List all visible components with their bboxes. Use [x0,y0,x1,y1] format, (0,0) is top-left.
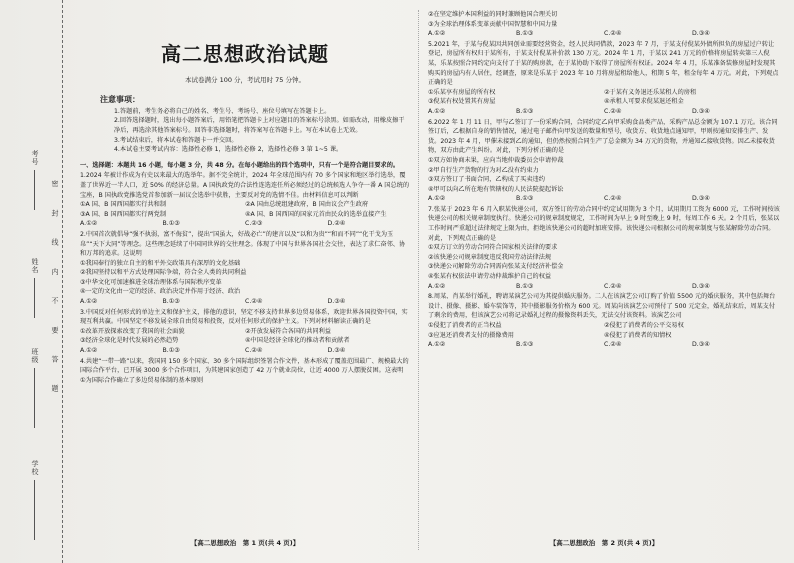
option-d: D.③④ [692,341,710,349]
question-item: ②侵犯了消费者的公平交易权 [604,322,684,329]
question-item: ④承租人可要求倪某退还租金 [604,98,684,106]
option-b: B.①③ [516,341,534,349]
question-item: ④张某有权依法申请劳动仲裁维护自己的权益 [428,273,552,281]
question-item: ③为全球治理体系变革贡献中国智慧和中国力量 [428,20,558,28]
option-d: D.③④ [327,347,346,355]
notice-list [80,107,410,155]
option-a: A.①② [428,30,446,38]
section-heading: 一、选择题：本题共 16 小题，每小题 3 分，共 48 分。在每小题给出的四个选项中，只有一个是符合题目要求的。 [80,161,400,169]
question-item: ①乐某享有房屋的所有权 [428,88,496,96]
question-item: ④侵犯了消费者的知情权 [604,331,672,339]
question-item: ④中国是经济全球化的推动者和贡献者 [245,337,350,345]
question-item: ①双方订立的劳动合同符合国家相关法律的要求 [428,244,558,252]
question-stem: 5.2021 年，于某与倪某因共同创业需要经营资金，经人民共同借款，2023 年 7 月，于某支付倪某外债所担负的房屋过户转让登记，房屋所有权归于某所有，于某支付倪某补价款 130 万元。2024 年 1 月，于某以 241 万元的价格将房屋转卖第三人倪某，乐某按照合同约定向支付了于某的购房款，在于某协助下取得了房屋所有权证。2024 年 4 月，乐某准备装修房屋时发现其购买的房屋内有人居住，经调查，原来是乐某于 2023 年 10 月将房屋租给他人，租期 5 年，租金每年 4 万元。对此，下列观点正确的是 [428,40,779,87]
question-item: ③应退还消费者支付的摄像费用 [428,331,514,339]
option-c: C.②④ [604,341,622,349]
option-c: C.②④ [604,195,622,203]
seal-text: 密 封 线 内 不 要 答 题 [51,180,59,402]
option-b: B.①③ [516,195,534,203]
question-4 [80,357,410,386]
question-item: ③快递公司解除劳动合同需向张某支付经济补偿金 [428,263,564,271]
question-stem: 7.张某于 2023 年 6 月入职某快递公司，双方签订的劳动合同中约定试用期为 3 个月，试用期月工资为 6000 元，工作时间按该快递公司的相关规章制度执行。快递公司的规章制度规定，工作时间为早上 9 时至晚上 9 时，每周工作 6 天。2 个月后，张某以工作时间严重超过法律规定上限为由，拒绝该快递公司的超时加班安排。该快递公司根据公司的规章制度与张某解除劳动合同。对此，下列观点正确的是 [428,205,780,242]
question-item: ①我国奉行的独立自主的和平外交政策具有深厚的文化基础 [80,259,241,267]
question-item: ③A 国、B 国西国都实行两党制 [80,210,167,218]
question-6 [428,118,780,204]
binding-strip [0,0,63,563]
question-item: ④A 国、B 国西国的国家元首由民众的选举直接产生 [245,210,387,218]
option-b: B.①③ [162,220,180,228]
option-a: A.①② [428,341,446,349]
question-item: ②于某有义务退还乐某租人的房租 [604,88,697,96]
question-8 [428,292,780,350]
option-b: B.①③ [162,298,180,306]
question-stem: 2.中国首次就倡导“强不执弱，富不侮贫”，提出“国虽大，好战必亡”的建言以及“以和为贵”“和而不同”“化干戈为玉帛”“天下大同”等理念。这些理念延续了中国同世界的交往理念。体现了中国与世界各国社会交往，表达了求仁奋邻、协和万邦的追求。这说明 [80,230,406,258]
right-column [428,0,780,563]
option-b: B.①③ [162,347,180,355]
page-title: 高二思想政治试题 [161,42,329,66]
notice-item: 4.本试卷主要考试内容：选择性必修 1，选择性必修 2，选择性必修 3 第 1~5 课。 [114,146,343,154]
question-stem: 4.共建“一带一路”以来，我国同 150 多个国家、30 多个国际组织签署合作文件，基本形成了覆盖范围最广、规模最大的国际合作平台，已开展 3000 多个合作项目，为其建国家创造了 42 万个就业岗位，让近 4000 万人摆脱贫困。这表明 [80,357,409,375]
name-label: 姓名 [31,258,39,274]
page-footer-2: 【高二思想政治 第 2 页(共 4 页)】 [549,539,659,548]
option-b: B.①③ [516,282,534,290]
question-2 [80,230,410,307]
question-stem: 3.中国反对任何形式的单边主义和保护主义，排他的意识，坚定不移支持世界多边贸易体系，欢迎世界各国投资中国，实现互利共赢。中国坚定不移发展全球自由贸易和投资，反对任何形式的保护主义。下列对材料解读正确的是 [80,308,408,326]
school-label: 学校 [31,460,39,476]
question-stem: 8.周某、肖某举行婚礼，聘请某演艺公司为其提供婚庆服务。二人在该演艺公司订购了价值 5500 元的婚庆服务，其中包括舞台设计、摄像、摄影、婚车装饰等，其中摄影服务价格为 600 元。周某向该演艺公司预付了 500 元定金，婚礼结束后，周某支付了剩余的费用，但该演艺公司将记录婚礼过程的摄像资料丢失，无法交付该资料。该演艺公司 [428,293,776,320]
class-label: 班级 [31,348,39,364]
option-a: A.①② [80,298,98,306]
option-d: D.②④ [327,220,346,228]
question-item: ①为国际合作确立了多边贸易体制的基本原则 [80,376,204,384]
question-item: ②我国坚持以和平方式处理国际争端，符合全人类的共同利益 [80,269,247,277]
question-item: ②A 国由总统组建政府，B 国由议会产生政府 [245,201,369,209]
option-a: A.①② [80,347,98,355]
question-item: ②该快递公司规章制度违反我国劳动法律法规 [428,253,552,261]
question-item: ②在坚定维护本国利益的同时兼顾他国合理关切 [428,11,558,18]
exam-no-line [34,170,35,210]
question-item: ①侵犯了消费者的正当权益 [428,322,502,329]
option-d: D.③④ [692,195,710,203]
notice-item: 3.考试结束后，将本试卷和答题卡一并交回。 [114,136,238,144]
class-line [34,368,35,428]
question-item: ③中华文化可加速推进全球治理体系与国际秩序变革 [80,278,222,286]
option-a: A.①② [428,195,446,203]
question-stem: 1.2024 年被计作成为有史以来最大的选举年。据不完全统计，2024 年全球范围内有 70 多个国家和地区举行选举，覆盖了世界近一半人口，近 50% 的经济总量。A 国执政党的合法性连选连任所必须经过的总统候选人争夺一番 A 国总统的宝座，B 国执政党推选党首参加新一届议会选举中获胜，主要反对党的选情不佳。由材料信息可以判断 [80,172,410,199]
question-3 [80,308,410,356]
question-item: ②甲自行生产货物的行为对乙没有约束力 [428,166,539,174]
option-c: C.②④ [604,282,622,290]
question-5 [428,40,780,117]
column-divider [418,10,419,550]
option-c: C.②③ [245,220,263,228]
option-b: B.①③ [516,30,534,38]
option-c: C.②④ [245,298,263,306]
notice-item: 2.回答选择题时，选出每小题答案后，用铅笔把答题卡上对应题目的答案标号涂黑。如需改动，用橡皮擦干净后，再选涂其他答案标号。回答非选择题时，将答案写在答题卡上。写在本试卷上无效。 [114,117,405,134]
question-item: ③双方签订了书面合同，乙构成了买卖违约 [428,176,545,184]
option-a: A.①② [428,107,446,115]
question-item: ③倪某有权处置其有房屋 [428,98,496,106]
option-a: A.①② [428,282,446,290]
option-c: C.②④ [604,107,622,115]
option-d: D.③④ [692,30,710,38]
option-b: B.①③ [516,107,534,115]
question-4-continued [428,10,780,39]
notice-heading: 注意事项： [100,95,140,105]
left-column [80,0,410,563]
question-7 [428,205,780,291]
page-footer-1: 【高二思想政治 第 1 页(共 4 页)】 [190,539,300,548]
question-1 [80,171,410,229]
school-line [34,480,35,540]
option-c: C.②④ [245,347,263,355]
exam-no-label: 考号 [31,150,39,166]
notice-item: 1.答题前，考生务必将自己的姓名、考生号、考场号、座位号填写在答题卡上。 [114,107,331,115]
exam-info: 本试卷满分 100 分，考试用时 75 分钟。 [185,75,305,84]
option-d: D.③④ [692,282,710,290]
option-a: A.①② [80,220,98,228]
question-item: ③经济全球化是时代发展的必然趋势 [80,337,179,345]
question-item: ②开放发展符合各国的共同利益 [245,327,331,335]
question-stem: 6.2022 年 1 月 11 日，甲与乙签订了一份采购合同，合同约定乙向甲采购食品类产品，采购产品总金额为 107.1 万元。该合同签订后，乙根据自身的销售情况，通过电子邮件向甲发送的数量和型号，收货方、收货地点通知甲，甲则按通知安排生产、发货。2023 年 4 月，甲催未接到乙的通知，但仍然按照合同生产了总金额为 34 万元的货物，并通知乙接收货物。因乙未接收货物，双方由此产生纠纷。对此，下列分析正确的是 [428,118,778,155]
question-item: ④甲可以向乙所在地有管辖权的人民法院提起诉讼 [428,185,564,193]
option-d: D.③④ [692,107,710,115]
question-item: ①双方如协商未果，应向当地仲裁委员会申请仲裁 [428,156,564,164]
option-d: D.③④ [327,298,346,306]
option-c: C.②④ [604,30,622,38]
name-line [34,278,35,318]
question-item: ①改革开放探索改变了我国的社会面貌 [80,327,185,335]
question-item: ①A 国、B 国西国都实行共和制 [80,201,167,209]
question-item: ④一定的文化由一定的经济、政治决定并作用于经济、政治 [80,288,241,296]
